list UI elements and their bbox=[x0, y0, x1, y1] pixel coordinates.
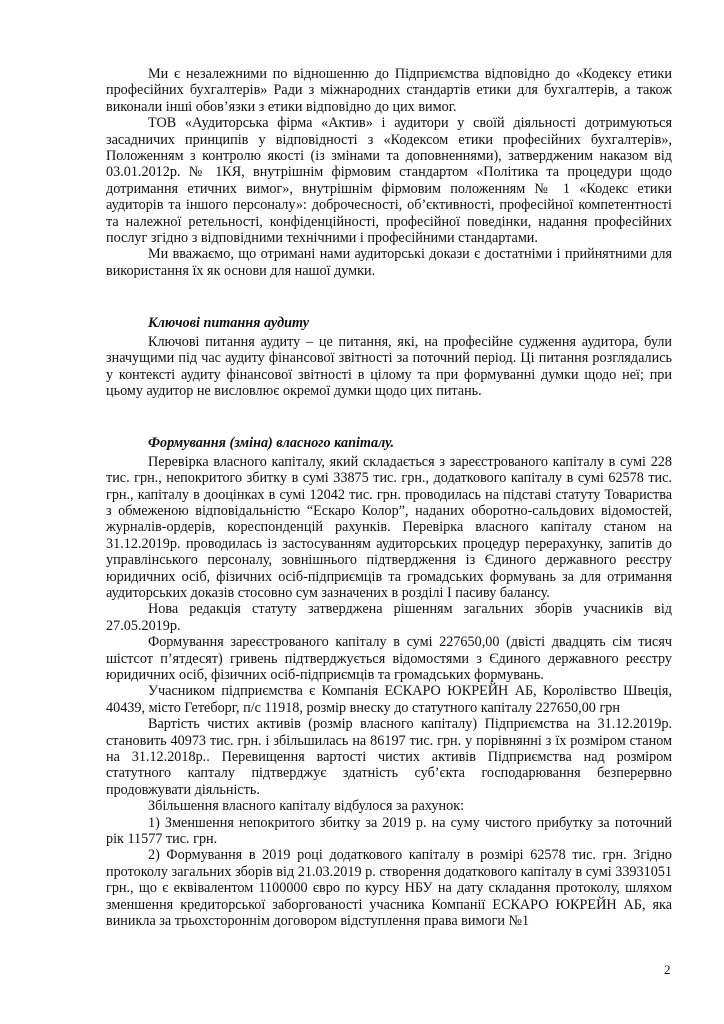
ethics-principles-paragraph: ТОВ «Аудиторська фірма «Актив» і аудитори у своїй діяльності дотримуються засадничих принципів у відповідності з «Кодексом етики професійних бухгалтерів», Положенням з контролю якості (із змінами та доповненнями), затвердженим наказом від 03.01.2012р. № 1КЯ, внутрішнім фірмовим стандартом «Політика та процедури щодо дотримання етичних вимог», внутрішнім фірмовим положенням № 1 «Кодекс етики аудиторів та іншого персоналу»: доброчесності, об’єктивності, професійної компетентності та належної ретельності, конфіденційності, професійної поведінки, надання професійних послуг згідно з відповідними технічними і професійними стандартами. bbox=[106, 115, 672, 247]
section-spacer bbox=[106, 279, 672, 297]
equity-heading: Формування (зміна) власного капіталу. bbox=[148, 435, 395, 452]
registered-capital-paragraph: Формування зареєстрованого капіталу в сумі 227650,00 (двісті двадцять сім тисяч шістсот п’ятдесят) гривень підтверджується відомостями з Єдиного державного реєстру юридичних осіб, фізичних осіб-підприємців та громадських формувань. bbox=[106, 634, 672, 683]
independence-paragraph: Ми є незалежними по відношенню до Підприємства відповідно до «Кодексу етики професійних бухгалтерів» Ради з міжнародних стандартів етики для бухгалтерів, а також виконали інші обов’язки з етики відповідно до цих вимог. bbox=[106, 66, 672, 115]
net-assets-paragraph: Вартість чистих активів (розмір власного капіталу) Підприємства на 31.12.2019р. становить 40973 тис. грн. і збільшилась на 86197 тис. грн. у порівнянні з їх розміром станом на 31.12.2018р.. Перевищення вартості чистих активів Підприємства над розміром статутного капталу підтверджує здатність суб’єкта господарювання безперервно продовжувати діяльність. bbox=[106, 716, 672, 798]
document-body bbox=[106, 66, 672, 930]
section-spacer bbox=[106, 399, 672, 417]
key-audit-matters-paragraph: Ключові питання аудиту – це питання, які, на професійне судження аудитора, були значущими під час аудиту фінансової звітності за поточний період. Ці питання розглядались у контексті аудиту фінансової звітності в цілому та при формуванні думки щодо неї; при цьому аудитор не висловлює окремої думки щодо цих питань. bbox=[106, 333, 672, 399]
equity-increase-item-1: 1) Зменшення непокритого збитку за 2019 р. на суму чистого прибутку за поточний рік 11577 тис. грн. bbox=[106, 814, 672, 848]
key-audit-matters-heading: Ключові питання аудиту bbox=[148, 315, 310, 332]
equity-increase-intro: Збільшення власного капіталу відбулося за рахунок: bbox=[148, 798, 465, 815]
equity-check-paragraph: Перевірка власного капіталу, який складається з зареєстрованого капіталу в сумі 228 тис. грн., непокритого збитку в сумі 33875 тис. грн., додаткового капіталу в сумі 62578 тис. грн., капіталу в дооцінках в сумі 12042 тис. грн. проводилась на підставі статуту Товариства з обмеженою відповідальністю “Ескаро Колор”, наданих оборотно-сальдових відомостей, журналів-ордерів, кореспонденцій рахунків. Перевірка власного капіталу станом на 31.12.2019р. проводилась із застосуванням аудиторських процедур перерахунку, запитів до управлінського персоналу, зовнішнього підтвердження із Єдиного державного реєстру юридичних осіб, фізичних осіб-підприємців та громадських формувань за для отримання аудиторських доказів стосовно сум зазначених в розділі І пасиву балансу. bbox=[106, 453, 672, 601]
participant-paragraph: Учасником підприємства є Компанія ЕСКАРО ЮКРЕЙН АБ, Королівство Швеція, 40439, місто Гетеборг, п/с 11918, розмір внеску до статутного капіталу 227650,00 грн bbox=[106, 683, 672, 716]
evidence-paragraph: Ми вважаємо, що отримані нами аудиторські докази є достатніми і прийнятними для використання їх як основи для нашої думки. bbox=[106, 246, 672, 279]
equity-increase-item-2: 2) Формування в 2019 році додаткового капіталу в розмірі 62578 тис. грн. Згідно протоколу загальних зборів від 21.03.2019 р. створення додаткового капіталу в сумі 33931051 грн., що є еквівалентом 1100000 євро по курсу НБУ на дату складання протоколу, шляхом зменшення кредиторської заборгованості учасника Компанії ЕСКАРО ЮКРЕЙН АБ, яка виникла за трьохстороннім договором відступлення права вимоги №1 bbox=[106, 847, 672, 930]
page-number: 2 bbox=[664, 962, 671, 977]
charter-paragraph: Нова редакція статуту затверджена рішенням загальних зборів учасників від 27.05.2019р. bbox=[106, 601, 672, 634]
